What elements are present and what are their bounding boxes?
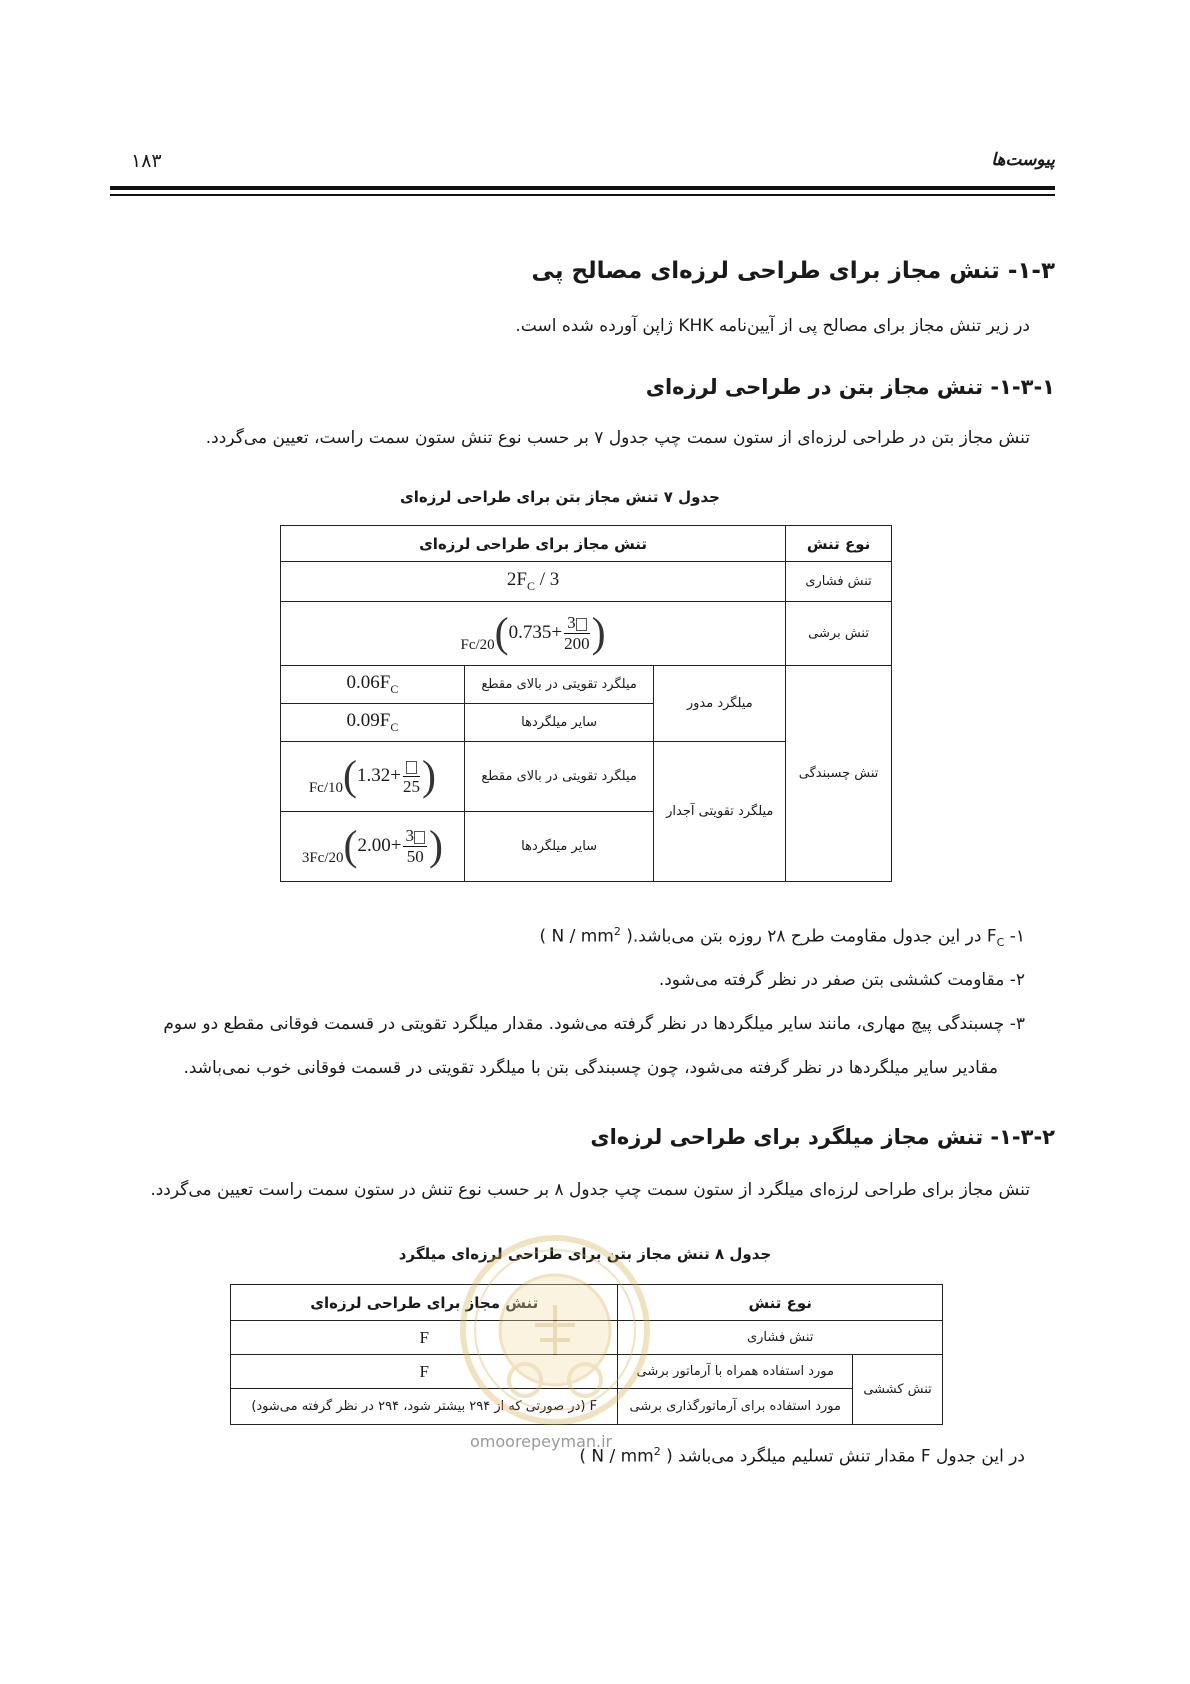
subsection-text-rebar: تنش مجاز برای طراحی لرزه‌ای میلگرد از ستون سمت چپ جدول ۸ بر حسب نوع تنش در ستون سمت راست تعیین می‌گردد. [150,1180,1030,1200]
table7 [280,525,892,882]
table7-val-round-other: $0.09F_C$ [281,704,465,742]
table7-val-round-top: $0.06F_C$ [281,666,465,704]
table8-val-with-shear: F [231,1355,618,1389]
table7-head-type: نوع تنش [786,526,892,562]
table7-val-deformed-top: Fc/10(1.32+ 25 ) [281,742,465,812]
table8-row-for-shear: مورد استفاده برای آرماتورگذاری برشی [618,1389,853,1425]
table7-val-shear: Fc/20(0.735+ $\frac{3}{200}$ ) [281,602,786,666]
table8-head-type: نوع تنش [618,1285,943,1321]
header-rule-thin [110,194,1055,196]
table7-val-deformed-other: 3Fc/20(2.00+ $\frac{3}{50}$ ) [281,812,465,882]
table7-note-3b: مقادیر سایر میلگردها در نظر گرفته می‌شود، چون چسبندگی بتن با میلگرد تقویتی در قسمت فوقانی خوب نمی‌باشد. [183,1058,998,1078]
table8-row-with-shear: مورد استفاده همراه با آرماتور برشی [618,1355,853,1389]
table7-row-round-top: میلگرد تقویتی در بالای مقطع [464,666,654,704]
table8-val-compress: F [231,1321,618,1355]
table7-val-compress: $2F_C / 3$ [281,562,786,602]
table7-row-compress: تنش فشاری [786,562,892,602]
watermark-seal [455,1230,655,1430]
table8-val-for-shear: F (در صورتی که از ۲۹۴ بیشتر شود، ۲۹۴ در نظر گرفته می‌شود) [231,1389,618,1425]
table7-row-bond: تنش چسبندگی [786,666,892,882]
table8-caption: جدول ۸ تنش مجاز بتن برای طراحی لرزه‌ای میلگرد [398,1245,772,1263]
subsection-heading-concrete: ۱-۳-۱- تنش مجاز بتن در طراحی لرزه‌ای [645,375,1055,399]
table7-row-deformed-top: میلگرد تقویتی در بالای مقطع [464,742,654,812]
page-number: ۱۸۳ [131,150,162,172]
watermark-site: omoorepeyman.ir [470,1432,613,1451]
section-heading: ۱-۳- تنش مجاز برای طراحی لرزه‌ای مصالح پی [531,258,1055,284]
subsection-heading-rebar: ۱-۳-۲- تنش مجاز میلگرد برای طراحی لرزه‌ای [590,1125,1055,1149]
table7-row-deformed-other: سایر میلگردها [464,812,654,882]
subsection-text-concrete: تنش مجاز بتن در طراحی لرزه‌ای از ستون سمت چپ جدول ۷ بر حسب نوع تنش ستون سمت راست، تعیین می‌گردد. [205,428,1030,448]
table7-note-1: ۱- $F_C$ در این جدول مقاومت طرح ۲۸ روزه بتن می‌باشد.( N / $mm^2$ ) [539,925,1025,950]
running-header-title: پیوست‌ها [991,150,1055,170]
table8-note: در این جدول F مقدار تنش تسلیم میلگرد می‌باشد ( N / $mm^2$ ) [579,1445,1025,1467]
table7-head-allow: تنش مجاز برای طراحی لرزه‌ای [281,526,786,562]
table7-note-2: ۲- مقاومت کششی بتن صفر در نظر گرفته می‌شود. [658,970,1025,990]
table8-head-allow: تنش مجاز برای طراحی لرزه‌ای [231,1285,618,1321]
table7-row-shear: تنش برشی [786,602,892,666]
header-rule-thick [110,186,1055,190]
table8-row-tension: تنش کششی [853,1355,943,1425]
section-intro: در زیر تنش مجاز برای مصالح پی از آیین‌نامه KHK ژاپن آورده شده است. [515,316,1030,336]
table7-row-round-other: سایر میلگردها [464,704,654,742]
table7-row-round: میلگرد مدور [654,666,786,742]
table7-caption: جدول ۷ تنش مجاز بتن برای طراحی لرزه‌ای [400,488,720,506]
table8-row-compress: تنش فشاری [618,1321,943,1355]
table7-row-deformed: میلگرد تقویتی آجدار [654,742,786,882]
table7-note-3a: ۳- چسبندگی پیچ مهاری، مانند سایر میلگردها در نظر گرفته می‌شود. مقدار میلگرد تقویتی در قسمت فوقانی مقطع دو سوم [163,1014,1025,1034]
